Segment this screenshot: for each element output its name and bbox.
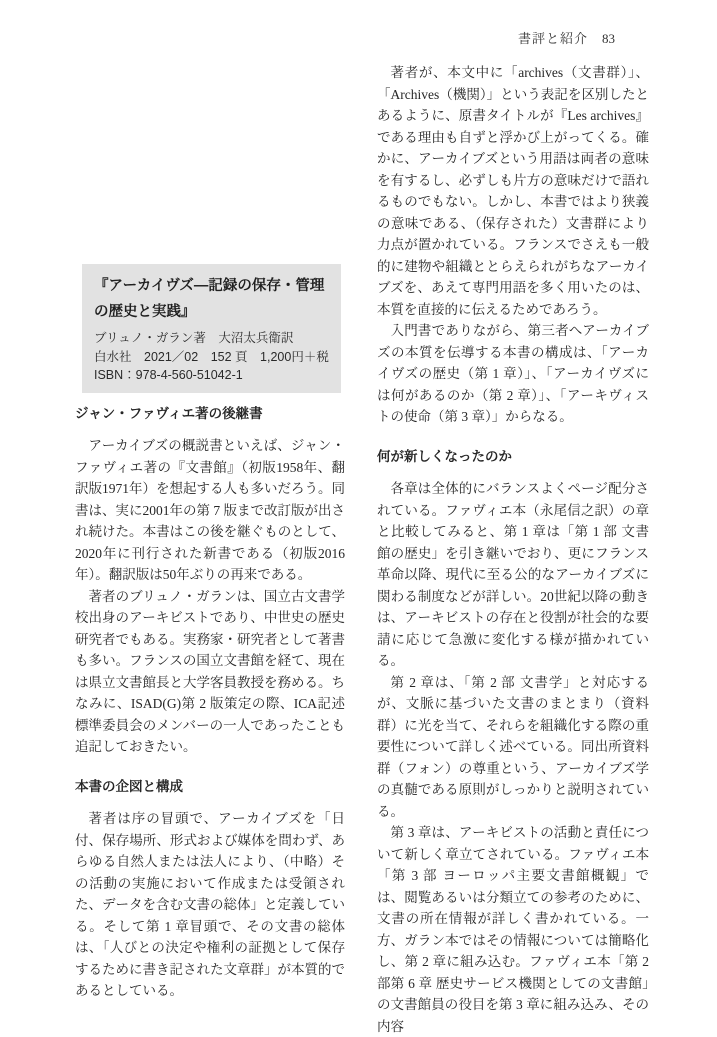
page-number: 83 (602, 31, 615, 46)
section-heading-plan-structure: 本書の企図と構成 (75, 778, 183, 794)
book-publisher-line: 白水社 2021／02 152 頁 1,200円＋税 (94, 349, 329, 364)
running-head-title: 書評と紹介 (517, 31, 588, 46)
book-isbn: ISBN：978-4-560-51042-1 (94, 368, 243, 382)
paragraph: 各章は全体的にバランスよくページ配分されている。ファヴィエ本（永尾信之訳）の章と比較してみると、第 1 章は「第 1 部 文書館の歴史」を引き継いでおり、更にフランス革命以降、現代に至る公的なアーカイブズに関わる制度などが詳しい。20世紀以降の動きは、アーキビストの存在と役割が社会的な要請に応じて急激に変化する様が描かれている。 (377, 481, 649, 669)
paragraph: 第 3 章は、アーキビストの活動と責任について新しく章立てされている。ファヴィエ本「第 3 部 ヨーロッパ主要文書館概観」では、閲覧あるいは分類立ての参考のために、文書の所在情報が詳しく書かれている。一方、ガラン本ではその情報については簡略化し、第 2 章に組み込む。ファヴィエ本「第 2 部第 6 章 歴史サービス機関としての文書館」の文書館員の役目を第 3 章に組み込み、その内容 (377, 825, 649, 1034)
paragraph: 著者が、本文中に「archives（文書群）」、「Archives（機関）」という表記を区別したとあるように、原書タイトルが『Les archives』である理由も自ずと浮かび上がってくる。確かに、アーカイブズという用語は両者の意味を有するし、必ずしも片方の意味だけで語れるものでもない。しかし、本書ではより狭義の意味である、（保存された）文書群により力点が置かれている。フランスでさえも一般的に建物や組織ととらえられがちなアーカイブズを、あえて専門用語を多く用いたのは、本質を直接的に伝えるためであろう。 (377, 65, 649, 317)
right-column (377, 62, 649, 1037)
paragraph: 第 2 章は、「第 2 部 文書学」と対応するが、文脈に基づいた文書のまとまり（資料群）に光を当て、それらを組織化する際の重要性について詳しく述べている。同出所資料群（フォン）の尊重という、アーカイブズ学の真髄である原則がしっかりと説明されている。 (377, 674, 649, 819)
left-column (75, 264, 345, 1002)
running-head (518, 28, 615, 47)
book-author-translator: ブリュノ・ガラン著 大沼太兵衛訳 (94, 331, 294, 345)
book-info-box (82, 264, 341, 393)
book-title: 『アーカイヴズ―記録の保存・管理の歴史と実践』 (94, 278, 325, 320)
section-heading-successor: ジャン・ファヴィエ著の後継書 (75, 405, 263, 421)
paragraph: アーカイブズの概説書といえば、ジャン・ファヴィエ著の『文書館』（初版1958年、翻訳版1971年）を想起する人も多いだろう。同書は、実に2001年の第 7 版まで改訂版が出され続けた。本書はこの後を継ぐものとして、2020年に刊行された新書である（初版2016年）。翻訳版は50年ぶりの再来である。 (75, 438, 345, 583)
paragraph: 著者は序の冒頭で、アーカイブズを「日付、保存場所、形式および媒体を問わず、あらゆる自然人または法人により、（中略）その活動の実施において作成または受領された、データを含む文書の総体」と定義している。そして第 1 章冒頭で、その文書の総体は、「人びとの決定や権利の証拠として保存するために書き記された文章群」が本質的であるとしている。 (75, 811, 345, 999)
paragraph: 入門書でありながら、第三者へアーカイブズの本質を伝導する本書の構成は、「アーカイヴズの歴史（第 1 章）」、「アーカイヴズには何があるのか（第 2 章）」、「アーキヴィストの使命（第 3 章）」からなる。 (377, 323, 649, 424)
paragraph: 著者のブリュノ・ガランは、国立古文書学校出身のアーキビストであり、中世史の歴史研究者でもある。実務家・研究者として著書も多い。フランスの国立文書館を経て、現在は県立文書館長と大学客員教授を務める。ちなみに、ISAD(G)第 2 版策定の際、ICA記述標準委員会のメンバーの一人であったことも追記しておきたい。 (75, 588, 345, 755)
section-heading-whats-new: 何が新しくなったのか (377, 448, 512, 464)
